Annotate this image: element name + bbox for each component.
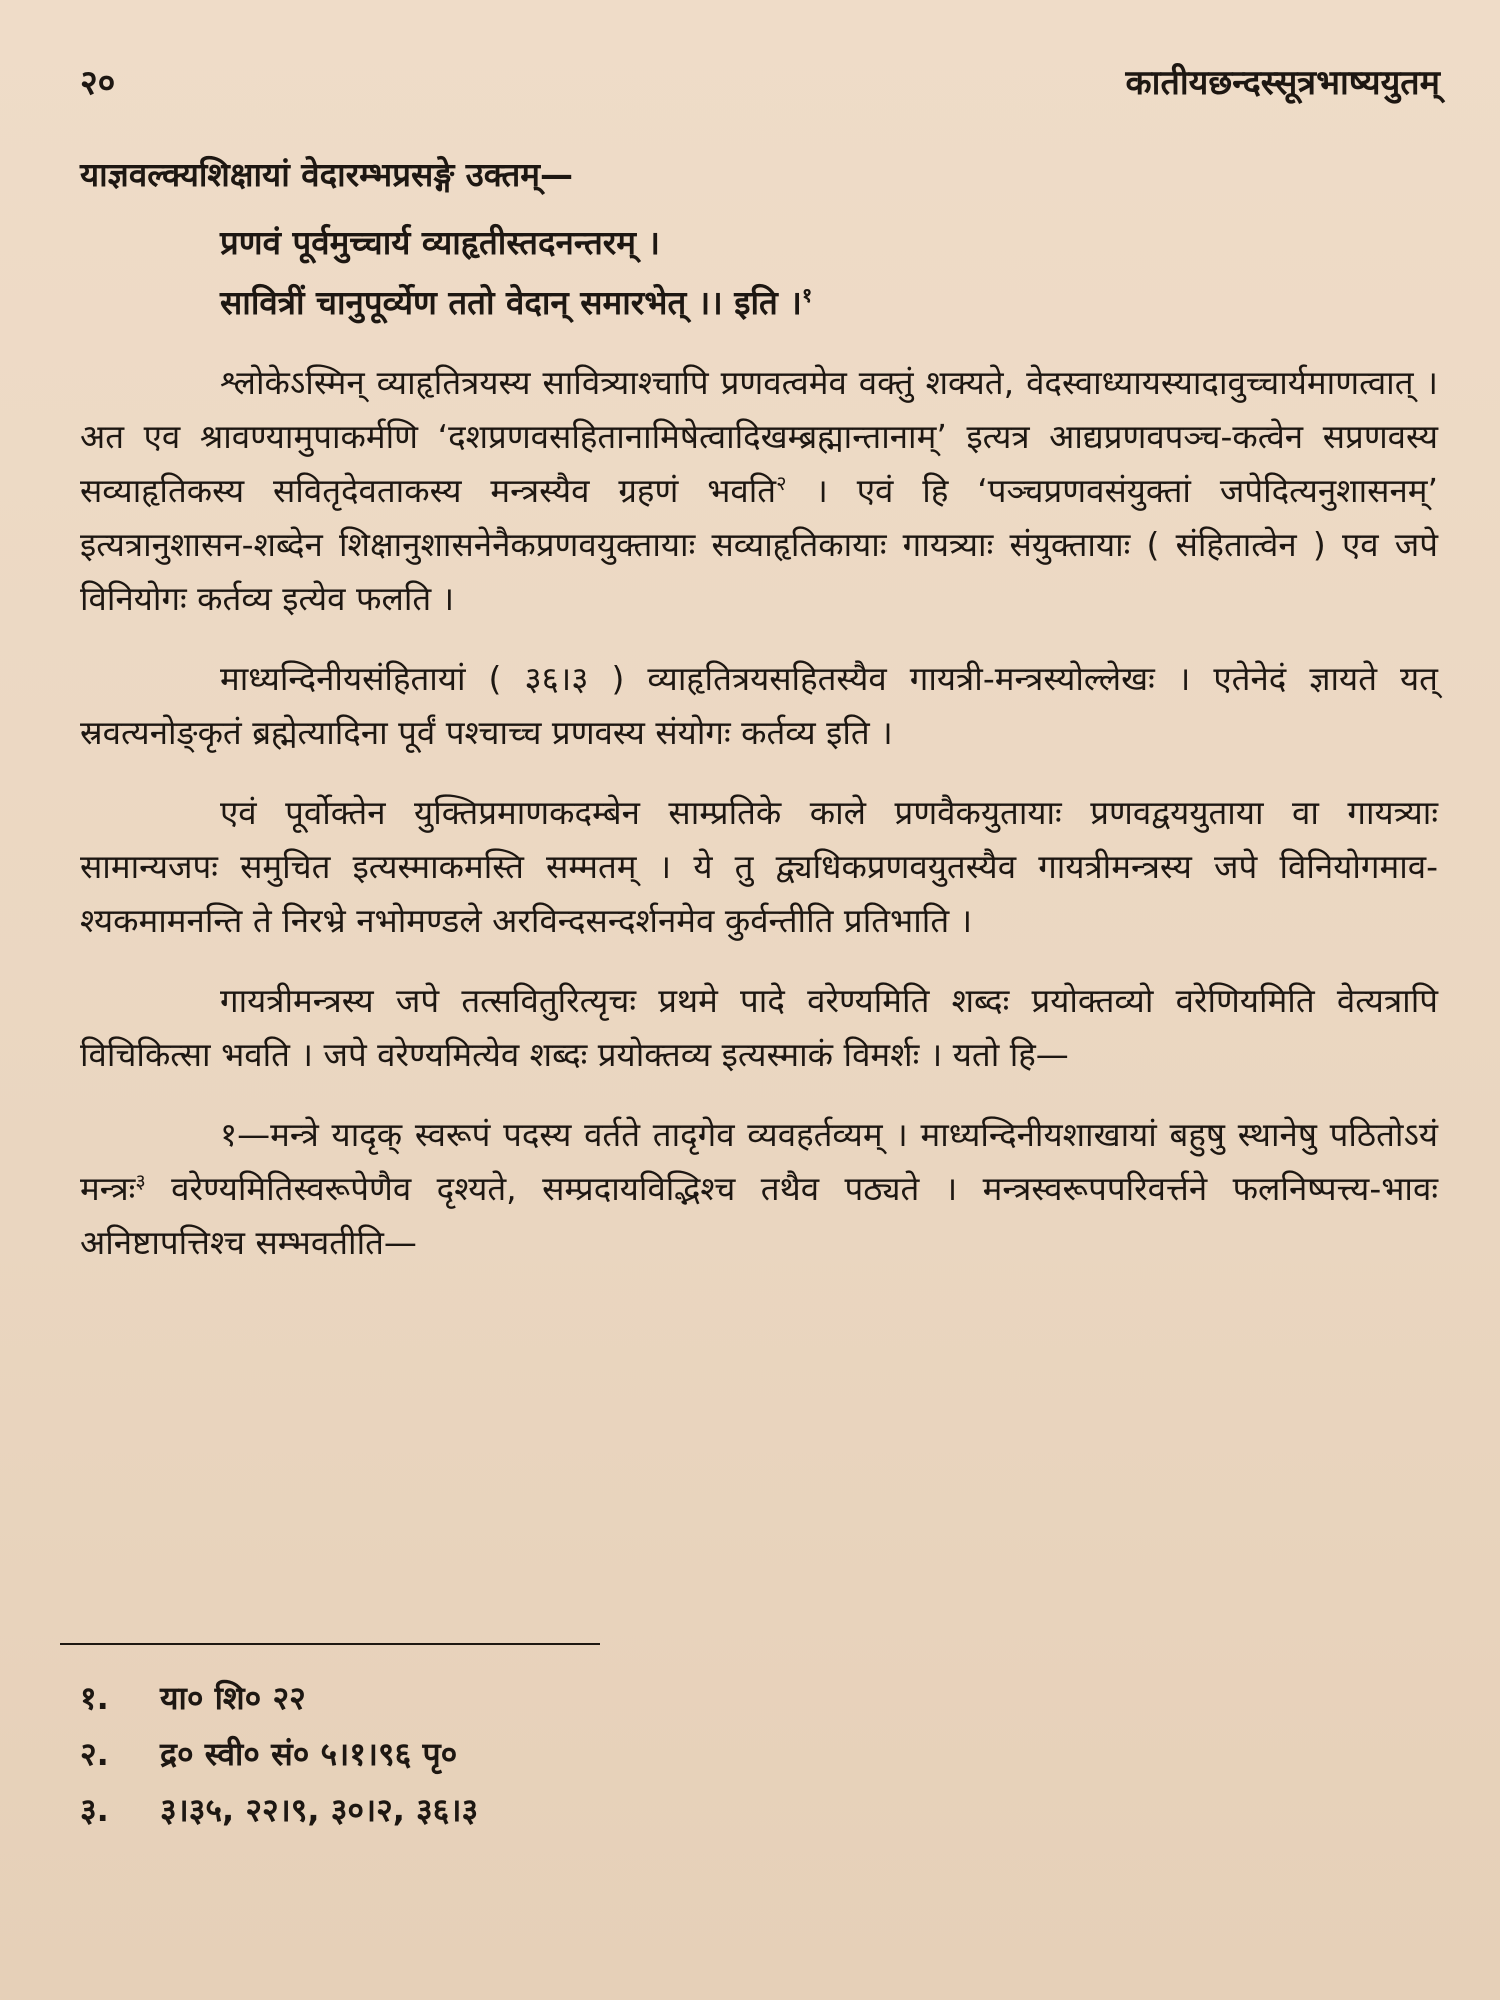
intro-line: याज्ञवल्क्यशिक्षायां वेदारम्भप्रसङ्गे उक्तम्— [80, 155, 574, 194]
footnote-marker-3: ३ [135, 1169, 146, 1193]
footnote-3 [80, 1782, 478, 1838]
verse-line-2-text: सावित्रीं चानुपूर्व्येण ततो वेदान् समारभेत् ।। इति । [220, 283, 802, 322]
footnote-3-number: ३. [80, 1791, 109, 1829]
paragraph-3: एवं पूर्वोक्तेन युक्तिप्रमाणकदम्बेन साम्प्रतिके काले प्रणवैकयुतायाः प्रणवद्वययुताया वा गायत्र्याः सामान्यजपः समुचित इत्यस्माकमस्ति सम्मतम् । ये तु द्व्यधिकप्रणवयुतस्यैव गायत्रीमन्त्रस्य जपे विनियोगमाव-श्यकमामनन्ति ते निरभ्रे नभोमण्डले अरविन्दसन्दर्शनमेव कुर्वन्तीति प्रतिभाति । [80, 793, 1438, 940]
verse-line-2 [80, 276, 1438, 330]
footnote-1-text: या० शि० २२ [160, 1679, 306, 1717]
footnote-3-text: ३।३५, २२।९, ३०।२, ३६।३ [160, 1791, 479, 1829]
footnote-marker-1: १ [801, 283, 813, 307]
running-title: कातीयछन्दस्सूत्रभाष्ययुतम् [1125, 63, 1440, 103]
footnote-1 [80, 1670, 478, 1726]
paragraph-5-part-b: वरेण्यमितिस्वरूपेणैव दृश्यते, सम्प्रदायविद्भिश्च तथैव पठ्यते । मन्त्रस्वरूपपरिवर्त्तने फलनिष्पत्त्य-भावः अनिष्टापत्तिश्च सम्भवतीति— [80, 1169, 1438, 1262]
footnote-2 [80, 1726, 478, 1782]
paragraph-5-part-a: १—मन्त्रे यादृक् स्वरूपं पदस्य वर्तते तादृगेव व्यवहर्तव्यम् । माध्यन्दिनीयशाखायां बहुषु स्थानेषु पठितोऽयं मन्त्रः [80, 1115, 1438, 1208]
verse-line-1: प्रणवं पूर्वमुच्चार्य व्याहृतीस्तदनन्तरम् । [220, 223, 661, 262]
paragraph-4: गायत्रीमन्त्रस्य जपे तत्सवितुरित्यृचः प्रथमे पादे वरेण्यमिति शब्दः प्रयोक्तव्यो वरेणियमिति वेत्यत्रापि विचिकित्सा भवति । जपे वरेण्यमित्येव शब्दः प्रयोक्तव्य इत्यस्माकं विमर्शः । यतो हि— [80, 981, 1438, 1074]
paragraph-5 [80, 1108, 1438, 1270]
footnote-1-number: १. [80, 1679, 109, 1717]
page-number: २० [80, 63, 116, 103]
page-header [80, 58, 1440, 104]
footnote-marker-2: २ [776, 471, 787, 495]
footnote-2-number: २. [80, 1735, 109, 1773]
main-text [80, 148, 1438, 1270]
paragraph-1-part-a: श्लोकेऽस्मिन् व्याहृतित्रयस्य सावित्र्याश्चापि प्रणवत्वमेव वक्तुं शक्यते, वेदस्वाध्यायस्यादावुच्चार्यमाणत्वात् । अत एव श्रावण्यामुपाकर्मणि ‘दशप्रणवसहितानामिषेत्वादिखम्ब्रह्मान्तानाम्’ इत्यत्र आद्यप्रणवपञ्च-कत्वेन सप्रणवस्य सव्याहृतिकस्य सवितृदेवताकस्य मन्त्रस्यैव ग्रहणं भवति [80, 363, 1438, 510]
paragraph-1-part-b: । एवं हि ‘पञ्चप्रणवसंयुक्तां जपेदित्यनुशासनम्’ इत्यत्रानुशासन-शब्देन शिक्षानुशासनेनैकप्रणवयुक्तायाः सव्याहृतिकायाः गायत्र्याः संयुक्तायाः ( संहितात्वेन ) एव जपे विनियोगः कर्तव्य इत्येव फलति । [80, 471, 1438, 618]
paragraph-1 [80, 356, 1438, 626]
footnote-divider [60, 1643, 600, 1645]
paragraph-2: माध्यन्दिनीयसंहितायां ( ३६।३ ) व्याहृतित्रयसहितस्यैव गायत्री-मन्त्रस्योल्लेखः । एतेनेदं ज्ञायते यत् स्रवत्यनोङ्कृतं ब्रह्मेत्यादिना पूर्वं पश्चाच्च प्रणवस्य संयोगः कर्तव्य इति । [80, 659, 1438, 752]
footnote-2-text: द्र० स्वी० सं० ५।१।९६ पृ० [160, 1735, 458, 1773]
footnotes [80, 1670, 478, 1838]
